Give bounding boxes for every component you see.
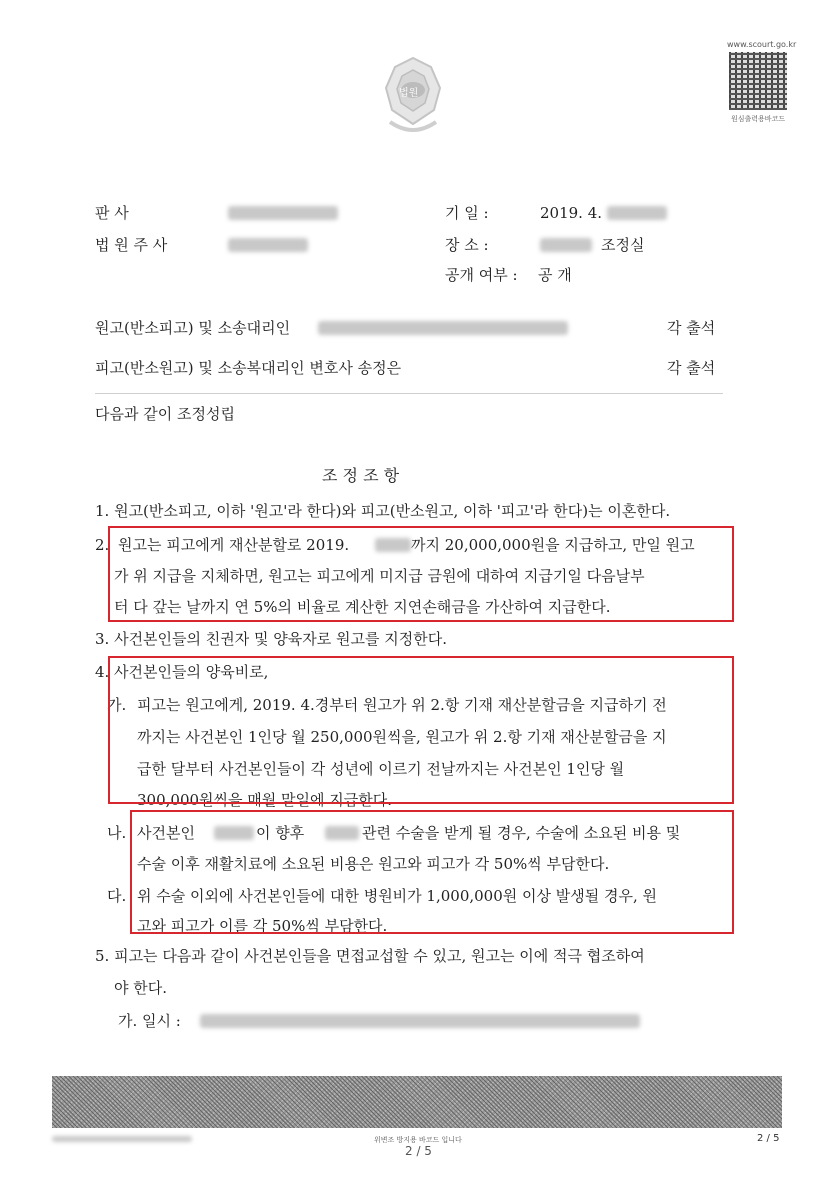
court-seal-text: 법원	[399, 88, 419, 99]
item-4c-mark: 다.	[107, 887, 127, 905]
divider	[95, 393, 723, 394]
attendance-defendant-status: 각 출석	[667, 359, 716, 377]
anti-forgery-barcode	[52, 1076, 782, 1128]
result-text: 다음과 같이 조정성립	[95, 405, 235, 423]
qr-caption: 원심출력용바코드	[731, 115, 786, 123]
section-title: 조 정 조 항	[322, 466, 400, 485]
qr-code-icon	[729, 52, 787, 110]
attendance-plaintiff: 원고(반소피고) 및 소송대리인	[95, 319, 291, 337]
item-4b-line-1a: 사건본인	[137, 824, 195, 842]
item-4b-line-2: 수술 이후 재활치료에 소요된 비용은 원고와 피고가 각 50%씩 부담한다.	[137, 855, 610, 873]
attendance-plaintiff-status: 각 출석	[667, 319, 716, 337]
judge-label: 판 사	[95, 204, 129, 222]
redacted-plaintiff-attorneys	[318, 321, 568, 335]
item-4a-line-3: 급한 달부터 사건본인들이 각 성년에 이르기 전날까지는 사건본인 1인당 월	[137, 760, 625, 778]
item-4-line-1: 사건본인들의 양육비로,	[114, 663, 269, 681]
qr-url: www.scourt.go.kr	[727, 40, 797, 49]
item-4a-line-1: 피고는 원고에게, 2019. 4.경부터 원고가 위 2.항 기재 재산분할금을 지급하기 전	[137, 696, 667, 714]
item-2-line-2: 가 위 지급을 지체하면, 원고는 피고에게 미지급 금원에 대하여 지급기일 다음날부	[114, 567, 645, 585]
attendance-defendant: 피고(반소원고) 및 소송복대리인 변호사 송정은	[95, 359, 402, 377]
footer-page-right: 2 / 5	[757, 1133, 780, 1144]
item-5a: 가. 일시 :	[118, 1012, 181, 1030]
redacted-place	[540, 238, 592, 252]
public-label: 공개 여부 :	[445, 266, 518, 284]
item-2-number: 2.	[95, 536, 110, 554]
highlight-box-item-2	[108, 526, 734, 622]
item-4b-line-1c: 관련 수술을 받게 될 경우, 수술에 소요된 비용 및	[362, 824, 681, 842]
public-value: 공 개	[538, 266, 572, 284]
item-1: 1. 원고(반소피고, 이하 '원고'라 한다)와 피고(반소원고, 이하 '피고'라 한다)는 이혼한다.	[95, 502, 671, 520]
item-4b-mark: 나.	[107, 824, 127, 842]
clerk-label: 법 원 주 사	[95, 236, 168, 254]
date-value: 2019. 4.	[540, 204, 603, 222]
item-3: 3. 사건본인들의 친권자 및 양육자로 원고를 지정한다.	[95, 630, 447, 648]
redacted-visitation-schedule	[200, 1014, 640, 1028]
item-5-line-2: 야 한다.	[114, 979, 168, 997]
redacted-footer-id	[52, 1136, 192, 1142]
footer-page-center: 2 / 5	[405, 1144, 432, 1158]
item-4a-line-2: 까지는 사건본인 1인당 월 250,000원씩을, 원고가 위 2.항 기재 재산분할금을 지	[137, 728, 667, 746]
place-value: 조정실	[601, 236, 645, 254]
redacted-judge-name	[228, 206, 338, 220]
item-2-line-1b: 까지 20,000,000원을 지급하고, 만일 원고	[411, 536, 695, 554]
item-2-line-1a: 원고는 피고에게 재산분할로 2019.	[118, 536, 350, 554]
item-4a-line-4: 300,000원씩을 매월 말일에 지급한다.	[137, 791, 392, 809]
place-label: 장 소 :	[445, 236, 489, 254]
footer-notice: 위변조 방지용 바코드 입니다	[374, 1136, 462, 1144]
item-4-number: 4.	[95, 663, 110, 681]
item-5-line-1: 5. 피고는 다음과 같이 사건본인들을 면접교섭할 수 있고, 원고는 이에 적극 협조하여	[95, 947, 645, 965]
highlight-box-item-4bc	[130, 810, 734, 934]
item-4c-line-1: 위 수술 이외에 사건본인들에 대한 병원비가 1,000,000원 이상 발생될 경우, 원	[137, 887, 658, 905]
item-4b-line-1b: 이 향후	[256, 824, 305, 842]
item-4c-line-2: 고와 피고가 이를 각 50%씩 부담한다.	[137, 917, 388, 935]
item-4a-mark: 가.	[107, 696, 127, 714]
date-label: 기 일 :	[445, 204, 489, 222]
redacted-date	[607, 206, 667, 220]
highlight-box-item-4a	[108, 656, 734, 804]
redacted-clerk-name	[228, 238, 308, 252]
item-2-line-3: 터 다 갚는 날까지 연 5%의 비율로 계산한 지연손해금을 가산하여 지급한다.	[114, 598, 611, 616]
